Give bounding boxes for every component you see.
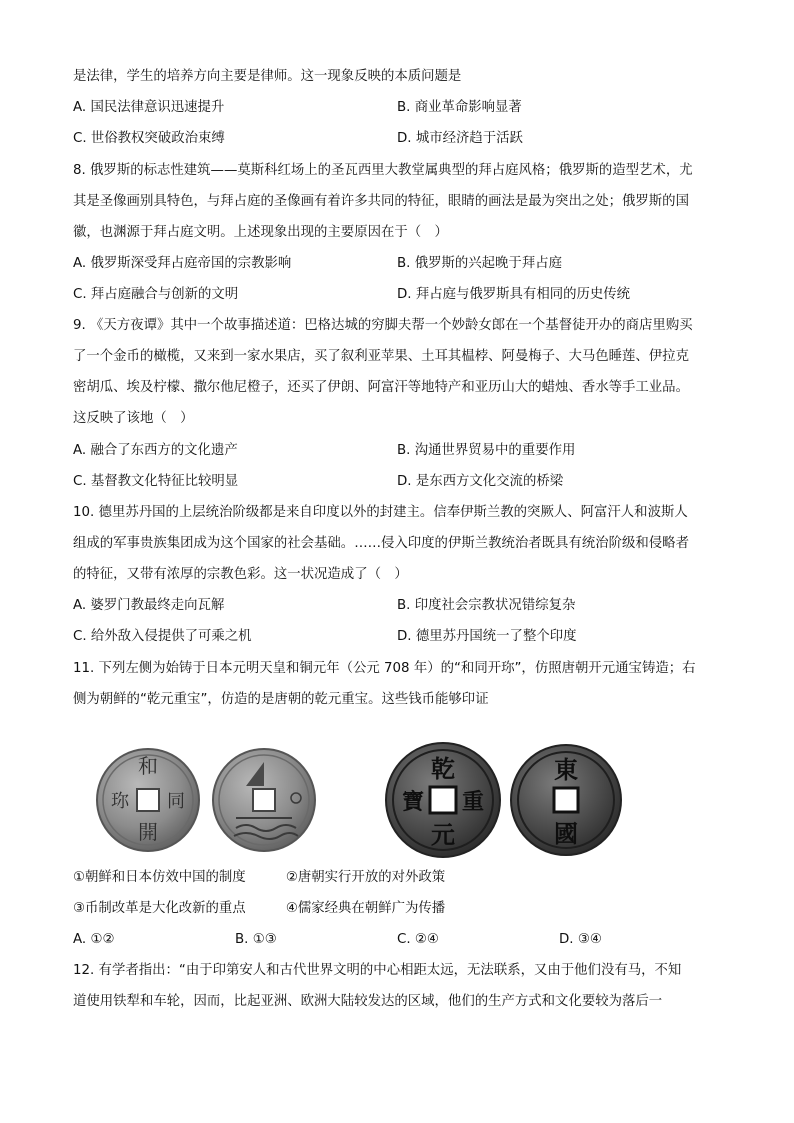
- coin-char: 珎: [111, 791, 129, 812]
- coin-char: 和: [138, 754, 158, 778]
- q9-stem-line2: 了一个金币的橄榄，又来到一家水果店，买了叙利亚苹果、土耳其榅桲、阿曼梅子、大马色睡莲、伊拉克: [73, 349, 689, 364]
- geonwon-jungbo-front-coin: [386, 743, 500, 857]
- q9-stem-line1: 9. 《天方夜谭》其中一个故事描述道：巴格达城的穷脚夫帮一个妙龄女郎在一个基督徒开办的商店里购买: [73, 318, 693, 333]
- q9-option-a: A. 融合了东西方的文化遗产: [73, 443, 238, 458]
- q7-option-d: D. 城市经济趋于活跃: [397, 131, 523, 146]
- q10-option-b: B. 印度社会宗教状况错综复杂: [397, 598, 576, 613]
- q9-stem-line3: 密胡瓜、埃及柠檬、撒尔他尼橙子，还买了伊朗、阿富汗等地特产和亚历山大的蜡烛、香水等手工业品。: [73, 380, 689, 395]
- coin-char: 重: [461, 789, 485, 815]
- q10-stem-line2: 组成的军事贵族集团成为这个国家的社会基础。……侵入印度的伊斯兰教统治者既具有统治阶级和侵略者: [73, 536, 689, 551]
- q9-option-b: B. 沟通世界贸易中的重要作用: [397, 443, 576, 458]
- coin-char: 東: [554, 755, 578, 784]
- q10-option-c: C. 给外敌入侵提供了可乘之机: [73, 629, 252, 644]
- q11-option-d: D. ③④: [559, 932, 602, 947]
- wado-kaichin-front-coin: [97, 749, 199, 851]
- q7-option-c: C. 世俗教权突破政治束缚: [73, 131, 225, 146]
- coin-char: 同: [167, 791, 185, 812]
- q7-stem-tail: 是法律，学生的培养方向主要是律师。这一现象反映的本质问题是: [73, 69, 462, 84]
- coin-char: 乾: [431, 754, 455, 783]
- q8-stem-line1: 8. 俄罗斯的标志性建筑——莫斯科红场上的圣瓦西里大教堂属典型的拜占庭风格；俄罗斯的造型艺术，尤: [73, 163, 693, 178]
- q12-stem-line1: 12. 有学者指出：“由于印第安人和古代世界文明的中心相距太远，无法联系，又由于他们没有马，不知: [73, 963, 682, 978]
- geonwon-jungbo-back-coin: [511, 745, 621, 855]
- q9-option-c: C. 基督教文化特征比较明显: [73, 474, 239, 489]
- q7-option-b: B. 商业革命影响显著: [397, 100, 522, 115]
- q8-option-a: A. 俄罗斯深受拜占庭帝国的宗教影响: [73, 256, 292, 271]
- q11-option-b: B. ①③: [235, 932, 277, 947]
- q10-stem-line3: 的特征，又带有浓厚的宗教色彩。这一状况造成了（ ）: [73, 567, 408, 582]
- coin-char: 寶: [401, 789, 425, 815]
- q11-stem-line2: 侧为朝鲜的“乾元重宝”，仿造的是唐朝的乾元重宝。这些钱币能够印证: [73, 692, 489, 707]
- q8-option-c: C. 拜占庭融合与创新的文明: [73, 287, 239, 302]
- q11-option-a: A. ①②: [73, 932, 115, 947]
- coin-images: [96, 740, 656, 865]
- coin-char: 元: [431, 820, 455, 849]
- q11-statements-line2: ③币制改革是大化改新的重点 ④儒家经典在朝鲜广为传播: [73, 901, 446, 916]
- coin-char: 國: [554, 819, 578, 848]
- q11-statements-line1: ①朝鲜和日本仿效中国的制度 ②唐朝实行开放的对外政策: [73, 870, 446, 885]
- q7-option-a: A. 国民法律意识迅速提升: [73, 100, 225, 115]
- q8-stem-line2: 其是圣像画别具特色，与拜占庭的圣像画有着许多共同的特征，眼睛的画法是最为突出之处；俄罗斯的国: [73, 194, 689, 209]
- q10-option-a: A. 婆罗门教最终走向瓦解: [73, 598, 225, 613]
- q8-option-d: D. 拜占庭与俄罗斯具有相同的历史传统: [397, 287, 631, 302]
- q9-stem-line4: 这反映了该地（ ）: [73, 411, 194, 426]
- wado-kaichin-back-coin: [213, 749, 315, 851]
- q8-option-b: B. 俄罗斯的兴起晚于拜占庭: [397, 256, 562, 271]
- q11-stem-line1: 11. 下列左侧为始铸于日本元明天皇和铜元年（公元 708 年）的“和同开珎”，仿照唐朝开元通宝铸造；右: [73, 661, 696, 676]
- q8-stem-line3: 徽，也渊源于拜占庭文明。上述现象出现的主要原因在于（ ）: [73, 225, 448, 240]
- coin-char: 開: [138, 820, 158, 844]
- q10-option-d: D. 德里苏丹国统一了整个印度: [397, 629, 577, 644]
- q10-stem-line1: 10. 德里苏丹国的上层统治阶级都是来自印度以外的封建主。信奉伊斯兰教的突厥人、阿富汗人和波斯人: [73, 505, 688, 520]
- q12-stem-line2: 道使用铁犁和车轮，因而，比起亚洲、欧洲大陆较发达的区域，他们的生产方式和文化要较为落后一: [73, 994, 663, 1009]
- q11-option-c: C. ②④: [397, 932, 439, 947]
- q9-option-d: D. 是东西方文化交流的桥梁: [397, 474, 564, 489]
